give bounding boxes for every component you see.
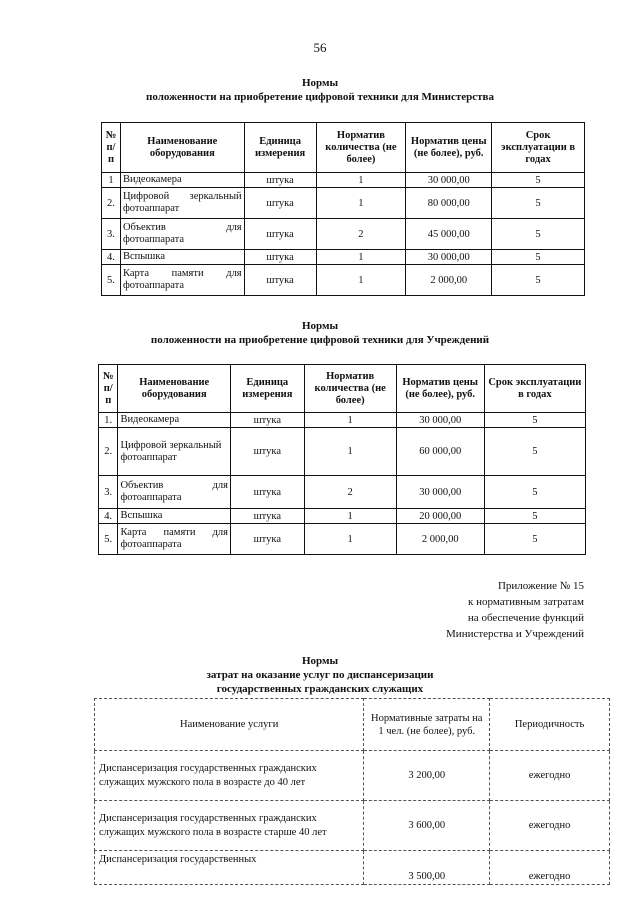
row-qty: 1 [316, 265, 406, 296]
row-term: 5 [484, 476, 585, 509]
table-header-row [102, 123, 585, 173]
table-row [102, 265, 585, 296]
header-price: Норматив цены (не более), руб. [406, 123, 492, 173]
row-qty: 2 [316, 219, 406, 250]
services-cost-table [94, 698, 610, 885]
header-num: № п/п [102, 123, 121, 173]
row-qty: 2 [304, 476, 396, 509]
row-name: Видеокамера [118, 413, 231, 428]
row-price: 30 000,00 [396, 413, 484, 428]
header-price: Норматив цены (не более), руб. [396, 365, 484, 413]
institutions-equipment-table [98, 364, 586, 555]
row-qty: 1 [316, 250, 406, 265]
table-row [99, 476, 586, 509]
header-unit: Единица измерения [244, 123, 316, 173]
service-cost: 3 600,00 [364, 801, 490, 851]
ministry-title-line2: положенности на приобретение цифровой техники для Министерства [146, 91, 494, 103]
row-name: Вспышка [120, 250, 244, 265]
row-price: 45 000,00 [406, 219, 492, 250]
row-num: 1 [102, 173, 121, 188]
page-number: 56 [313, 40, 327, 55]
header-service-cost: Нормативные затраты на 1 чел. (не более), руб. [364, 699, 490, 751]
table-row [102, 219, 585, 250]
row-term: 5 [492, 173, 585, 188]
table-row [95, 751, 610, 801]
institutions-title-line2: положенности на приобретение цифровой техники для Учреждений [150, 334, 490, 346]
row-term: 5 [492, 250, 585, 265]
row-name: Объектив для фотоаппарата [118, 476, 231, 509]
row-name: Цифровой зеркальный фотоаппарат [120, 188, 244, 219]
table-row [99, 509, 586, 524]
row-name: Карта памяти для фотоаппарата [118, 524, 231, 555]
table-row [99, 524, 586, 555]
row-qty: 1 [304, 413, 396, 428]
services-title [0, 654, 640, 696]
appendix-line1: Приложение № 15 [497, 580, 584, 592]
row-price: 2 000,00 [396, 524, 484, 555]
row-price: 30 000,00 [396, 476, 484, 509]
appendix-line2: к нормативным затратам [468, 596, 584, 608]
row-num: 1. [99, 413, 118, 428]
row-unit: штука [230, 509, 304, 524]
service-cost: 3 500,00 [364, 851, 490, 885]
header-service-period: Периодичность [490, 699, 610, 751]
services-title-line3: государственных гражданских служащих [216, 683, 424, 695]
table-header-row [99, 365, 586, 413]
ministry-equipment-table [101, 122, 585, 296]
row-num: 4. [99, 509, 118, 524]
service-cost: 3 200,00 [364, 751, 490, 801]
row-price: 80 000,00 [406, 188, 492, 219]
appendix-line4: Министерства и Учреждений [446, 628, 584, 640]
row-num: 4. [102, 250, 121, 265]
header-qty: Норматив количества (не более) [316, 123, 406, 173]
row-qty: 1 [304, 509, 396, 524]
table-row [95, 851, 610, 885]
row-unit: штука [230, 476, 304, 509]
row-num: 5. [102, 265, 121, 296]
row-term: 5 [484, 509, 585, 524]
table-row [102, 250, 585, 265]
service-period: ежегодно [490, 851, 610, 885]
row-term: 5 [492, 219, 585, 250]
row-unit: штука [244, 188, 316, 219]
header-term: Срок эксплуатации в годах [492, 123, 585, 173]
row-term: 5 [492, 188, 585, 219]
row-term: 5 [484, 524, 585, 555]
row-term: 5 [484, 413, 585, 428]
row-name: Карта памяти для фотоаппарата [120, 265, 244, 296]
service-name: Диспансеризация государственных [95, 851, 364, 885]
row-qty: 1 [304, 524, 396, 555]
service-name: Диспансеризация государственных гражданских служащих мужского пола в возрасте старше 40 лет [95, 801, 364, 851]
row-unit: штука [244, 173, 316, 188]
header-qty: Норматив количества (не более) [304, 365, 396, 413]
institutions-title [0, 319, 640, 347]
table-row [102, 188, 585, 219]
table-header-row [95, 699, 610, 751]
header-term: Срок эксплуатации в годах [484, 365, 585, 413]
row-price: 30 000,00 [406, 173, 492, 188]
header-num: № п/п [99, 365, 118, 413]
row-unit: штука [230, 413, 304, 428]
institutions-title-line1: Нормы [301, 320, 339, 332]
service-name: Диспансеризация государственных гражданских служащих мужского пола в возрасте до 40 лет [95, 751, 364, 801]
row-unit: штука [244, 219, 316, 250]
services-title-line2: затрат на оказание услуг по диспансеризации [206, 669, 434, 681]
header-name: Наименование оборудования [120, 123, 244, 173]
row-qty: 1 [316, 188, 406, 219]
row-price: 2 000,00 [406, 265, 492, 296]
row-name: Цифровой зеркальный фотоаппарат [118, 428, 231, 476]
row-price: 20 000,00 [396, 509, 484, 524]
row-term: 5 [492, 265, 585, 296]
table-row [102, 173, 585, 188]
ministry-title [0, 76, 640, 104]
row-num: 2. [99, 428, 118, 476]
row-unit: штука [230, 428, 304, 476]
appendix-note [400, 578, 584, 642]
row-unit: штука [244, 250, 316, 265]
row-name: Объектив для фотоаппарата [120, 219, 244, 250]
row-unit: штука [244, 265, 316, 296]
service-period: ежегодно [490, 751, 610, 801]
row-price: 60 000,00 [396, 428, 484, 476]
row-num: 2. [102, 188, 121, 219]
row-qty: 1 [304, 428, 396, 476]
table-row [95, 801, 610, 851]
row-unit: штука [230, 524, 304, 555]
row-num: 3. [102, 219, 121, 250]
table-row [99, 413, 586, 428]
header-service-name: Наименование услуги [95, 699, 364, 751]
service-period: ежегодно [490, 801, 610, 851]
header-name: Наименование оборудования [118, 365, 231, 413]
appendix-line3: на обеспечение функций [467, 612, 584, 624]
services-title-line1: Нормы [301, 655, 339, 667]
row-name: Вспышка [118, 509, 231, 524]
row-name: Видеокамера [120, 173, 244, 188]
row-num: 3. [99, 476, 118, 509]
row-num: 5. [99, 524, 118, 555]
row-term: 5 [484, 428, 585, 476]
row-price: 30 000,00 [406, 250, 492, 265]
ministry-title-line1: Нормы [301, 77, 339, 89]
header-unit: Единица измерения [230, 365, 304, 413]
table-row [99, 428, 586, 476]
row-qty: 1 [316, 173, 406, 188]
